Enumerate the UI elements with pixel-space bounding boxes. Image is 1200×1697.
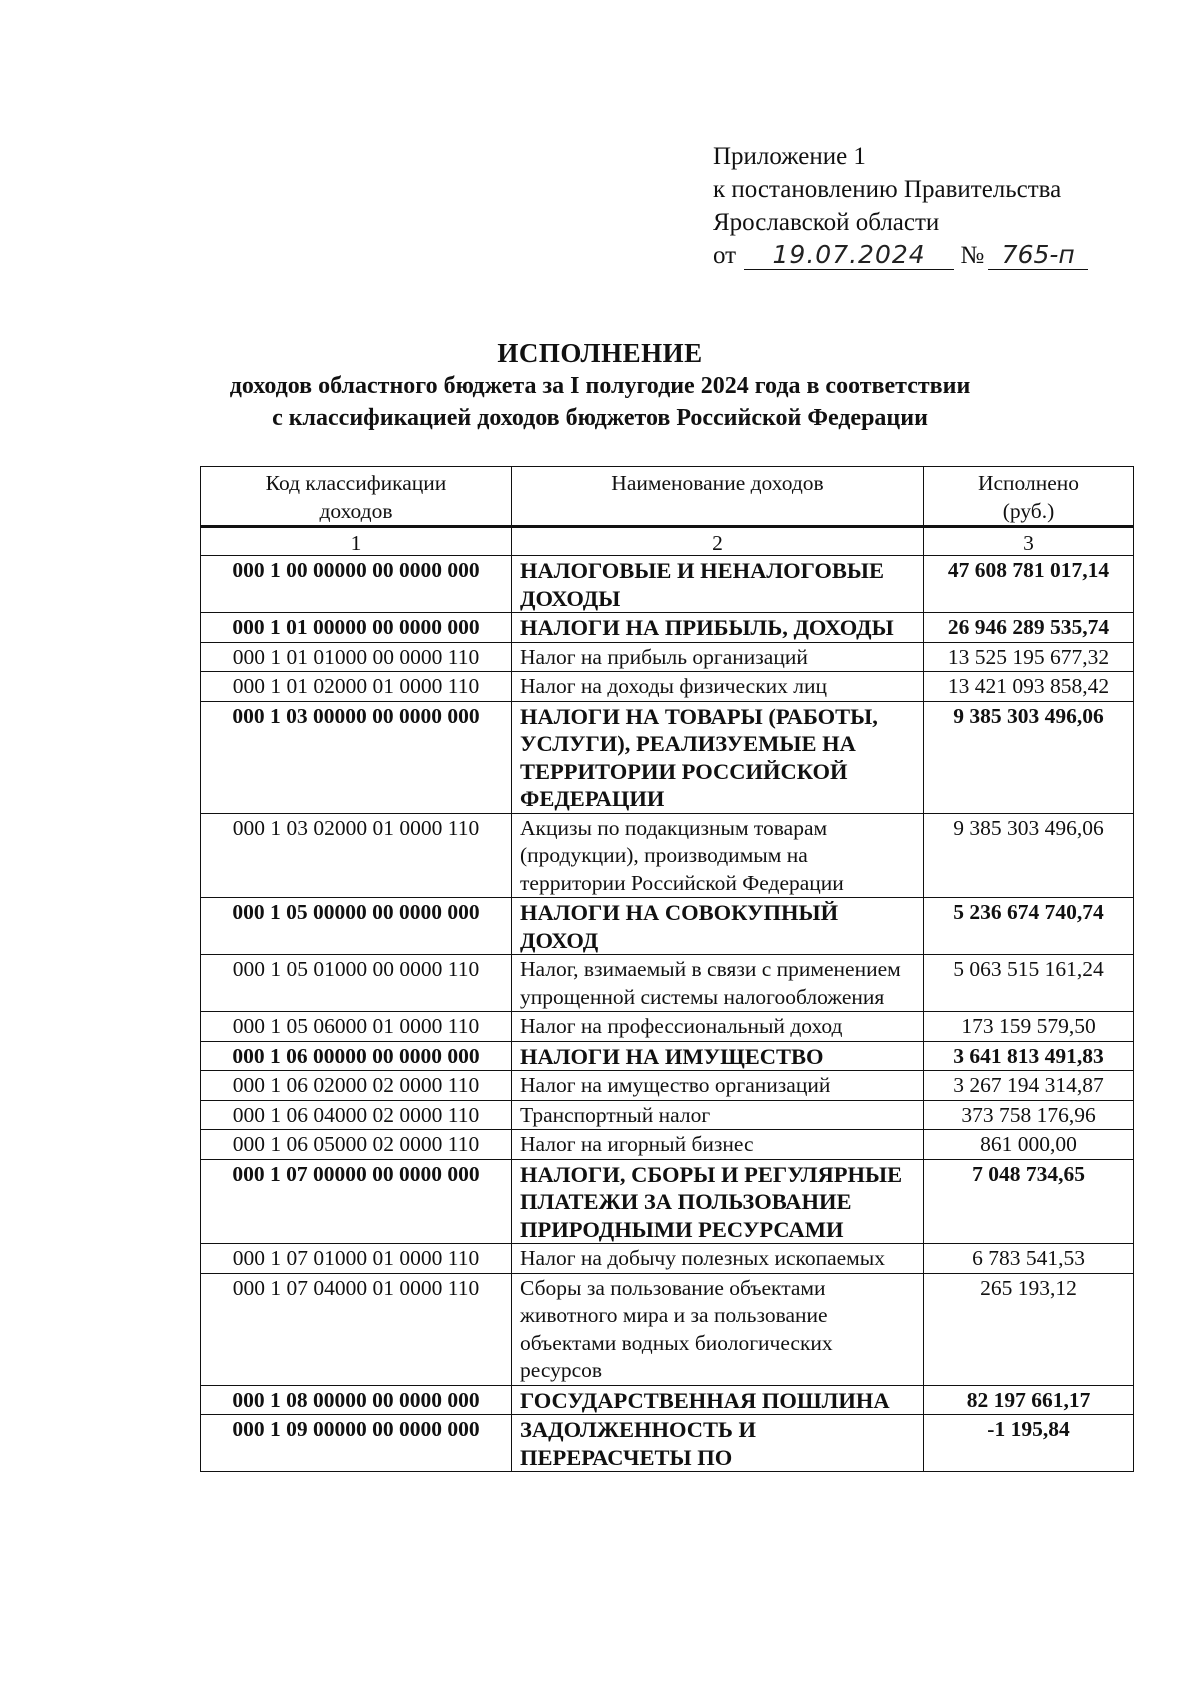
name-cell: НАЛОГИ, СБОРЫ И РЕГУЛЯРНЫЕ ПЛАТЕЖИ ЗА ПОЛЬЗОВАНИЕ ПРИРОДНЫМИ РЕСУРСАМИ	[512, 1159, 924, 1244]
amount-cell: 82 197 661,17	[924, 1385, 1134, 1415]
code-cell: 000 1 00 00000 00 0000 000	[201, 556, 512, 613]
handwritten-number: 765-п	[988, 241, 1088, 270]
name-cell: НАЛОГИ НА ПРИБЫЛЬ, ДОХОДЫ	[512, 613, 924, 643]
code-cell: 000 1 06 00000 00 0000 000	[201, 1041, 512, 1071]
name-cell: ГОСУДАРСТВЕННАЯ ПОШЛИНА	[512, 1385, 924, 1415]
table-row	[201, 1071, 1134, 1101]
header-amount: Исполнено (руб.)	[924, 467, 1134, 527]
amount-cell: 3 267 194 314,87	[924, 1071, 1134, 1101]
appendix-line-3: Ярославской области	[713, 209, 940, 236]
table-row	[201, 1244, 1134, 1274]
name-cell: Налог, взимаемый в связи с применением упрощенной системы налогообложения	[512, 955, 924, 1012]
code-cell: 000 1 09 00000 00 0000 000	[201, 1415, 512, 1472]
table-row	[201, 1159, 1134, 1244]
name-cell: Налог на игорный бизнес	[512, 1130, 924, 1160]
name-cell: Налог на имущество организаций	[512, 1071, 924, 1101]
amount-cell: 5 063 515 161,24	[924, 955, 1134, 1012]
code-cell: 000 1 03 02000 01 0000 110	[201, 813, 512, 898]
table-row	[201, 613, 1134, 643]
name-cell: Транспортный налог	[512, 1100, 924, 1130]
appendix-line-2: к постановлению Правительства	[713, 176, 1062, 203]
amount-cell: 3 641 813 491,83	[924, 1041, 1134, 1071]
name-cell: НАЛОГИ НА ИМУЩЕСТВО	[512, 1041, 924, 1071]
amount-cell: 861 000,00	[924, 1130, 1134, 1160]
table-row	[201, 955, 1134, 1012]
column-number-2: 2	[512, 527, 924, 556]
amount-cell: 173 159 579,50	[924, 1012, 1134, 1042]
code-cell: 000 1 05 06000 01 0000 110	[201, 1012, 512, 1042]
name-cell: Налог на профессиональный доход	[512, 1012, 924, 1042]
table-row	[201, 1273, 1134, 1385]
title-subtitle-1: доходов областного бюджета за I полугодие 2024 года в соответствии	[229, 373, 971, 399]
code-cell: 000 1 06 02000 02 0000 110	[201, 1071, 512, 1101]
header-name: Наименование доходов	[512, 467, 924, 527]
appendix-line-1: Приложение 1	[713, 143, 866, 170]
name-cell: Акцизы по подакцизным товарам (продукции), производимым на территории Российской Федерации	[512, 813, 924, 898]
amount-cell: 13 421 093 858,42	[924, 672, 1134, 702]
name-cell: ЗАДОЛЖЕННОСТЬ И ПЕРЕРАСЧЕТЫ ПО	[512, 1415, 924, 1472]
table-row	[201, 1385, 1134, 1415]
number-prefix: №	[960, 242, 985, 269]
date-prefix: от	[713, 242, 737, 269]
amount-cell: 6 783 541,53	[924, 1244, 1134, 1274]
table-row	[201, 672, 1134, 702]
column-number-3: 3	[924, 527, 1134, 556]
code-cell: 000 1 03 00000 00 0000 000	[201, 701, 512, 813]
table-row	[201, 556, 1134, 613]
code-cell: 000 1 06 04000 02 0000 110	[201, 1100, 512, 1130]
code-cell: 000 1 07 01000 01 0000 110	[201, 1244, 512, 1274]
code-cell: 000 1 05 01000 00 0000 110	[201, 955, 512, 1012]
amount-cell: 9 385 303 496,06	[924, 701, 1134, 813]
revenue-table	[200, 466, 1134, 1472]
title-main: ИСПОЛНЕНИЕ	[497, 338, 703, 368]
table-row	[201, 1041, 1134, 1071]
amount-cell: 265 193,12	[924, 1273, 1134, 1385]
column-number-row	[201, 527, 1134, 556]
title-subtitle-2: с классификацией доходов бюджетов Российской Федерации	[272, 405, 928, 431]
appendix-date-line	[713, 239, 1088, 272]
name-cell: Налог на прибыль организаций	[512, 642, 924, 672]
table-row	[201, 642, 1134, 672]
header-code: Код классификации доходов	[201, 467, 512, 527]
table-row	[201, 1415, 1134, 1472]
amount-cell: 5 236 674 740,74	[924, 898, 1134, 955]
amount-cell: -1 195,84	[924, 1415, 1134, 1472]
name-cell: НАЛОГОВЫЕ И НЕНАЛОГОВЫЕ ДОХОДЫ	[512, 556, 924, 613]
handwritten-date: 19.07.2024	[744, 241, 954, 270]
amount-cell: 7 048 734,65	[924, 1159, 1134, 1244]
code-cell: 000 1 08 00000 00 0000 000	[201, 1385, 512, 1415]
table-row	[201, 1100, 1134, 1130]
column-number-1: 1	[201, 527, 512, 556]
document-title	[0, 336, 1200, 434]
code-cell: 000 1 07 04000 01 0000 110	[201, 1273, 512, 1385]
table-row	[201, 701, 1134, 813]
table-row	[201, 1130, 1134, 1160]
name-cell: Налог на добычу полезных ископаемых	[512, 1244, 924, 1274]
amount-cell: 9 385 303 496,06	[924, 813, 1134, 898]
amount-cell: 13 525 195 677,32	[924, 642, 1134, 672]
amount-cell: 26 946 289 535,74	[924, 613, 1134, 643]
amount-cell: 373 758 176,96	[924, 1100, 1134, 1130]
table-header-row	[201, 467, 1134, 527]
table-row	[201, 1012, 1134, 1042]
table-row	[201, 898, 1134, 955]
amount-cell: 47 608 781 017,14	[924, 556, 1134, 613]
code-cell: 000 1 05 00000 00 0000 000	[201, 898, 512, 955]
appendix-block	[713, 140, 1088, 272]
code-cell: 000 1 06 05000 02 0000 110	[201, 1130, 512, 1160]
code-cell: 000 1 01 02000 01 0000 110	[201, 672, 512, 702]
code-cell: 000 1 01 00000 00 0000 000	[201, 613, 512, 643]
name-cell: Сборы за пользование объектами животного мира и за пользование объектами водных биологических ресурсов	[512, 1273, 924, 1385]
code-cell: 000 1 01 01000 00 0000 110	[201, 642, 512, 672]
code-cell: 000 1 07 00000 00 0000 000	[201, 1159, 512, 1244]
name-cell: НАЛОГИ НА СОВОКУПНЫЙ ДОХОД	[512, 898, 924, 955]
table-row	[201, 813, 1134, 898]
name-cell: НАЛОГИ НА ТОВАРЫ (РАБОТЫ, УСЛУГИ), РЕАЛИЗУЕМЫЕ НА ТЕРРИТОРИИ РОССИЙСКОЙ ФЕДЕРАЦИИ	[512, 701, 924, 813]
name-cell: Налог на доходы физических лиц	[512, 672, 924, 702]
